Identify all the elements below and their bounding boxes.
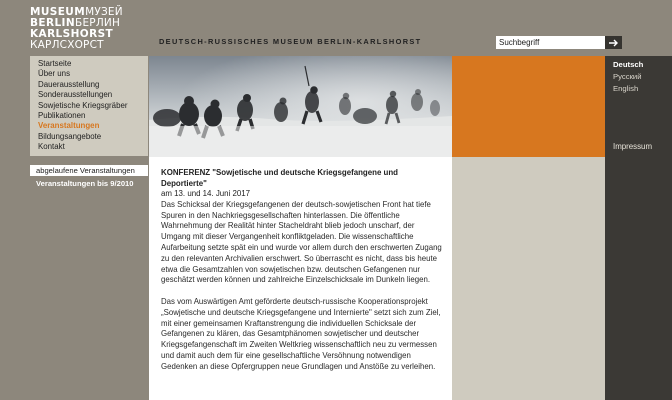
- lang-english[interactable]: English: [613, 84, 639, 93]
- nav-item-ueber-uns[interactable]: Über uns: [38, 69, 71, 79]
- sub-navigation: [30, 165, 148, 189]
- subnav-archive[interactable]: Veranstaltungen bis 9/2010: [36, 179, 134, 188]
- accent-orange-block: [452, 56, 605, 157]
- event-date: am 13. und 14. Juni 2017: [161, 189, 251, 198]
- logo-row: КАРЛСХОРСТ: [30, 39, 104, 51]
- nav-item-bildungsangebote[interactable]: Bildungsangebote: [38, 131, 102, 141]
- site-title: DEUTSCH-RUSSISCHES MUSEUM BERLIN-KARLSHORST: [159, 37, 422, 46]
- winter-soldiers-photo: [149, 56, 452, 157]
- event-paragraph: Das vom Auswärtigen Amt geförderte deutsch-russische Kooperationsprojekt „Sowjetische und deutsche Kriegsgefangene und Internierte" setzt sich zum Ziel, mit einer gemeinsamen Kraftanstrengung die individuellen Schicksale der Gefangenen zu klären, das Gesamtphänomen sowjetischer und deutscher Kriegsgefangenschaft im Zweiten Weltkrieg wissenschaftlich neu zu vermessen und damit auch dem für eine gesellschaftliche Versöhnung notwendigen Gedenken an diese Opfergruppen neue Grundlagen und Anstöße zu verleihen.: [161, 296, 441, 371]
- header: [0, 0, 672, 55]
- logo-row: BERLIN БЕРЛИН: [30, 17, 121, 29]
- logo-row: KARLSHORST: [30, 28, 114, 40]
- nav-item-dauerausstellung[interactable]: Dauerausstellung: [38, 79, 100, 89]
- search-input[interactable]: [496, 36, 605, 49]
- logo-row: MUSEUM МУЗЕЙ: [30, 6, 123, 18]
- arrow-right-icon: [609, 39, 619, 47]
- nav-item-startseite[interactable]: Startseite: [38, 59, 72, 68]
- language-switcher: [613, 59, 643, 95]
- nav-item-sonderausstellungen[interactable]: Sonderausstellungen: [38, 90, 113, 100]
- main-navigation: [30, 56, 148, 156]
- impressum-link[interactable]: Impressum: [613, 142, 653, 151]
- search-button[interactable]: [605, 36, 622, 49]
- main-content: [149, 157, 452, 400]
- nav-item-kriegsgraeber[interactable]: Sowjetische Kriegsgräber: [38, 100, 128, 110]
- event-title: KONFERENZ "Sowjetische und deutsche Kriegsgefangene und Deportierte": [161, 168, 398, 188]
- event-paragraph: Das Schicksal der Kriegsgefangenen der deutsch-sowjetischen Front hat tiefe Spuren in den Nachkriegsgesellschaften hinterlassen. Die öffentliche Wahrnehmung der Realität hinter Stacheldraht blieb jedoch unscharf, der Umgang mit dieser Vergangenheit konfliktgeladen. Die wissenschaftliche Aufarbeitung setzte spät ein und wurde vor allem durch den erschwerten Zugang zu den relevanten Archivalien erschwert. So überrascht es nicht, dass bis heute etwa die Gesamtzahlen von sowjetischen bzw. deutschen Gefangenen nur geschätzt werden können und zahlreiche Einzelschicksale im Dunkeln liegen.: [161, 199, 442, 285]
- subnav-past-events[interactable]: abgelaufene Veranstaltungen: [30, 165, 148, 176]
- right-column: [605, 56, 672, 400]
- sidebar-beige-block: [452, 157, 605, 400]
- museum-logo[interactable]: [30, 7, 148, 51]
- lang-deutsch[interactable]: Deutsch: [613, 60, 644, 69]
- nav-item-kontakt[interactable]: Kontakt: [38, 142, 65, 152]
- nav-item-publikationen[interactable]: Publikationen: [38, 111, 86, 121]
- lang-russian[interactable]: Русский: [613, 72, 642, 81]
- nav-item-veranstaltungen[interactable]: Veranstaltungen: [38, 121, 100, 131]
- hero-photo: [149, 56, 452, 157]
